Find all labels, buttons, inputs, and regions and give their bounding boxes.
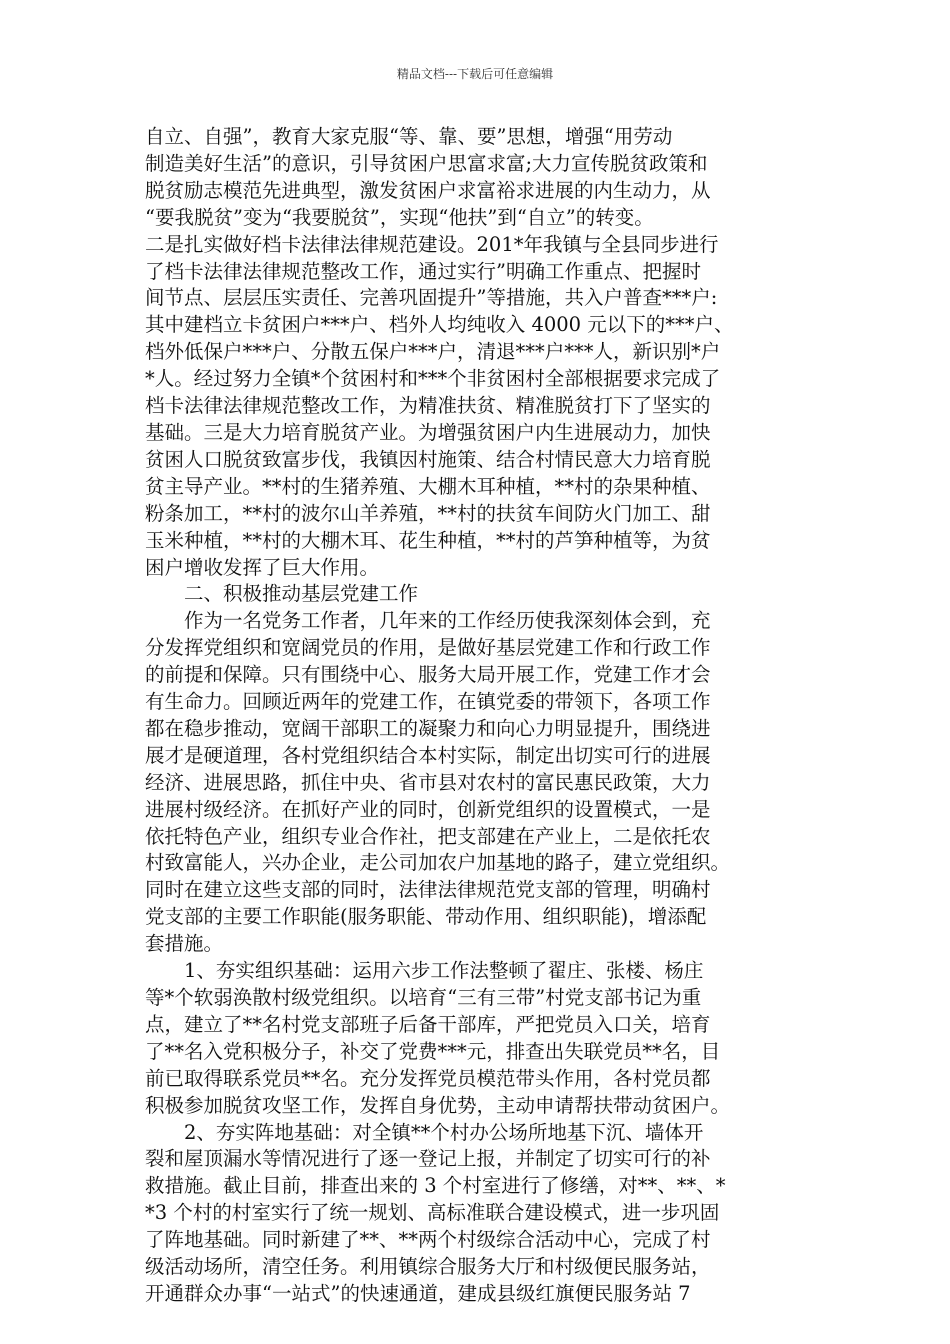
text-line: 制造美好生活”的意识，引导贫困户思富求富;大力宣传脱贫政策和 (145, 151, 708, 175)
text-line: 困户增收发挥了巨大作用。 (145, 555, 380, 579)
text-line: 同时在建立这些支部的同时，法律法律规范党支部的管理，明确村 (145, 878, 711, 902)
text-line: 点，建立了**名村党支部班子后备干部库，严把党员入口关，培育 (145, 1012, 711, 1036)
text-line: “要我脱贫”变为“我要脱贫”，实现“他扶”到“自立”的转变。 (145, 205, 654, 229)
text-line: 等*个软弱涣散村级党组织。以培育“三有三带”村党支部书记为重 (145, 986, 702, 1009)
text-line: 前已取得联系党员**名。充分发挥党员模范带头作用，各村党员都 (145, 1066, 711, 1090)
text-line: 依托特色产业，组织专业合作社，把支部建在产业上，二是依托农 (145, 824, 711, 848)
text-line: *3 个村的村室实行了统一规划、高标准联合建设模式，进一步巩固 (145, 1201, 720, 1225)
text-line: 了阵地基础。同时新建了**、**两个村级综合活动中心，完成了村 (145, 1228, 711, 1252)
text-line: 救措施。截止目前，排查出来的 3 个村室进行了修缮，对**、**、* (145, 1174, 726, 1198)
text-line: 党支部的主要工作职能(服务职能、带动作用、组织职能)，增添配 (145, 905, 707, 929)
text-line: 级活动场所，清空任务。利用镇综合服务大厅和村级便民服务站， (145, 1255, 711, 1279)
text-line: 1、夯实组织基础：运用六步工作法整顿了翟庄、张楼、杨庄 (145, 959, 704, 983)
text-line: *人。经过努力全镇*个贫困村和***个非贫困村全部根据要求完成了 (145, 367, 721, 391)
text-line: 经济、进展思路，抓住中央、省市县对农村的富民惠民政策，大力 (145, 770, 711, 794)
text-line: 裂和屋顶漏水等情况进行了逐一登记上报，并制定了切实可行的补 (145, 1147, 711, 1171)
text-line: 开通群众办事“一站式”的快速通道，建成县级红旗便民服务站 7 (145, 1281, 691, 1305)
text-line: 自立、自强”，教育大家克服“等、靠、要”思想，增强“用劳动 (145, 125, 673, 148)
text-line: 2、夯实阵地基础：对全镇**个村办公场所地基下沉、墙体开 (145, 1120, 704, 1144)
text-line: 基础。三是大力培育脱贫产业。为增强贫困户内生进展动力，加快 (145, 420, 711, 444)
text-line: 展才是硬道理，各村党组织结合本村实际，制定出切实可行的进展 (145, 743, 711, 767)
text-line: 其中建档立卡贫困户***户、档外人均纯收入 4000 元以下的***户、 (145, 313, 734, 337)
text-line: 村致富能人，兴办企业，走公司加农户加基地的路子，建立党组织。 (145, 851, 731, 875)
text-line: 作为一名党务工作者，几年来的工作经历使我深刻体会到，充 (145, 609, 711, 633)
page-header: 精品文档---下载后可任意编辑 (396, 67, 554, 81)
text-line: 二是扎实做好档卡法律法律规范建设。201*年我镇与全县同步进行 (145, 232, 719, 256)
text-line: 档卡法律法律规范整改工作，为精准扶贫、精准脱贫打下了坚实的 (145, 394, 711, 418)
text-line: 档外低保户***户、分散五保户***户，清退***户***人，新识别*户 (145, 340, 721, 364)
text-line: 粉条加工，**村的波尔山羊养殖，**村的扶贫车间防火门加工、甜 (145, 501, 711, 525)
text-line: 玉米种植，**村的大棚木耳、花生种植，**村的芦笋种植等，为贫 (145, 528, 711, 552)
text-line: 的前提和保障。只有围绕中心、服务大局开展工作，党建工作才会 (145, 663, 711, 687)
text-line: 分发挥党组织和宽阔党员的作用，是做好基层党建工作和行政工作 (145, 636, 711, 660)
text-line: 脱贫励志模范先进典型，激发贫困户求富裕求进展的内生动力，从 (145, 178, 711, 202)
text-line: 套措施。 (145, 932, 224, 956)
text-line: 贫主导产业。**村的生猪养殖、大棚木耳种植，**村的杂果种植、 (145, 474, 711, 498)
text-line: 都在稳步推动，宽阔干部职工的凝聚力和向心力明显提升，围绕进 (145, 716, 711, 740)
text-line: 了档卡法律法律规范整改工作，通过实行”明确工作重点、把握时 (145, 259, 701, 283)
text-line: 积极参加脱贫攻坚工作，发挥自身优势，主动申请帮扶带动贫困户。 (145, 1093, 731, 1117)
text-line: 进展村级经济。在抓好产业的同时，创新党组织的设置模式，一是 (145, 797, 711, 821)
text-line: 二、积极推动基层党建工作 (145, 582, 419, 606)
text-line: 了**名入党积极分子，补交了党费***元，排查出失联党员**名，目 (145, 1039, 721, 1063)
document-body (145, 124, 825, 1308)
text-line: 贫困人口脱贫致富步伐，我镇因村施策、结合村情民意大力培育脱 (145, 447, 711, 471)
text-line: 有生命力。回顾近两年的党建工作，在镇党委的带领下，各项工作 (145, 690, 711, 714)
text-line: 间节点、层层压实责任、完善巩固提升”等措施，共入户普查***户: (145, 286, 718, 310)
